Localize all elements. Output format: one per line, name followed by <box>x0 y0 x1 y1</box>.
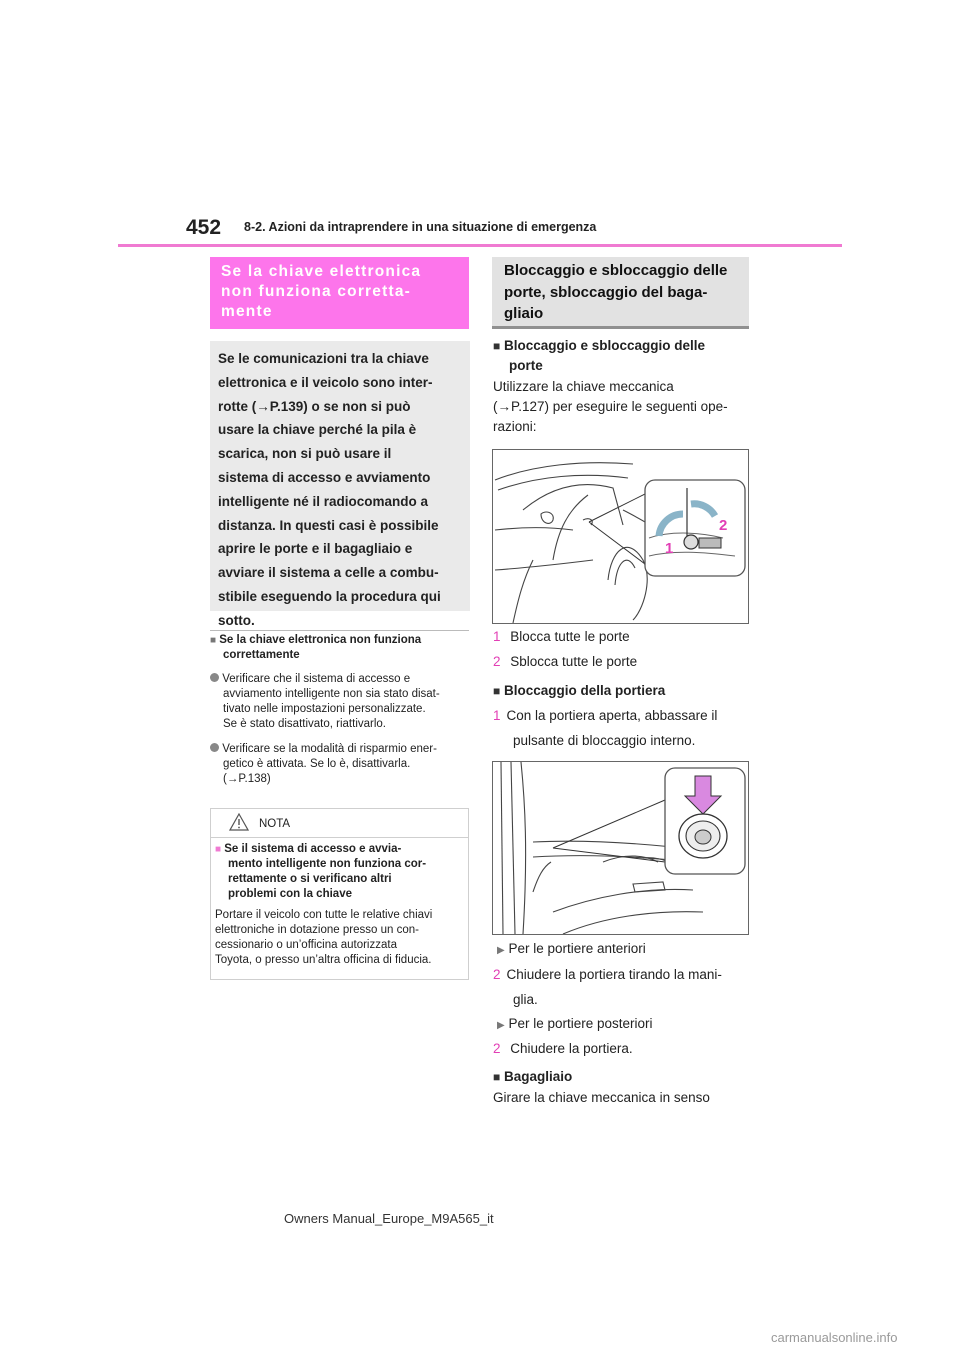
square-bullet-icon: ■ <box>210 635 217 646</box>
nota-body <box>215 908 470 968</box>
nota-header <box>211 809 468 838</box>
paragraph <box>493 377 755 437</box>
gray-title-line: gliaio <box>504 305 544 322</box>
pink-title-line: non funziona corretta- <box>221 283 412 300</box>
gray-title <box>504 260 727 325</box>
intro-line: aprire le porte e il bagagliaio e <box>218 541 413 557</box>
nota-body-line: cessionario o un’officina autorizzata <box>215 939 397 951</box>
note-heading-line: Se la chiave elettronica non funziona <box>219 634 422 646</box>
step-text: Sblocca tutte le porte <box>510 654 638 669</box>
callout-2: 2 <box>719 517 728 534</box>
bullet-item <box>210 742 472 787</box>
header-rule <box>118 244 842 247</box>
nota-heading-line: problemi con la chiave <box>228 888 352 900</box>
step-close-handle <box>493 962 755 1012</box>
step-lock <box>493 627 630 647</box>
bullet-line: Verificare se la modalità di risparmio ener- <box>222 743 437 755</box>
step-number: 2 <box>493 654 501 669</box>
square-bullet-icon: ■ <box>493 1070 501 1084</box>
square-bullet-icon: ■ <box>493 339 501 353</box>
circle-bullet-icon <box>210 673 219 682</box>
step-number: 2 <box>493 1041 501 1056</box>
step-line: glia. <box>513 992 538 1007</box>
step-number: 1 <box>493 708 501 723</box>
nota-heading-line: rettamente o si verificano altri <box>228 873 392 885</box>
front-doors-text: Per le portiere anteriori <box>508 941 646 956</box>
nota-heading-line: mento intelligente non funziona cor- <box>228 858 427 870</box>
intro-box <box>210 341 470 628</box>
step-number: 2 <box>493 967 501 982</box>
gray-title-underline <box>492 326 749 329</box>
bullet-line: tivato nelle impostazioni personalizzate. <box>223 703 426 715</box>
pink-title-line: mente <box>221 303 273 320</box>
paragraph-line: (→P.127) per eseguire le seguenti ope- <box>493 399 728 414</box>
bullet-line: avviamento intelligente non sia stato disat- <box>223 688 440 700</box>
rear-doors-label <box>497 1014 653 1036</box>
pink-title <box>210 262 421 322</box>
intro-line: usare la chiave perché la pila è <box>218 422 417 438</box>
warning-icon <box>229 813 249 831</box>
intro-line: stibile eseguendo la procedura qui <box>218 588 441 604</box>
bullet-item <box>210 672 472 732</box>
nota-box <box>210 808 469 980</box>
triangle-bullet-icon: ▶ <box>497 945 505 956</box>
illustration-door-key <box>492 449 749 624</box>
nota-body-line: Portare il veicolo con tutte le relative chiavi <box>215 909 433 921</box>
lock-button-detail <box>663 766 747 878</box>
nota-heading-line: Se il sistema di accesso e avvia- <box>224 843 402 855</box>
circle-bullet-icon <box>210 743 219 752</box>
trunk-paragraph: Girare la chiave meccanica in senso <box>493 1090 710 1105</box>
divider <box>210 630 469 631</box>
paragraph-line: Utilizzare la chiave meccanica <box>493 379 674 394</box>
paragraph-line: razioni: <box>493 419 537 434</box>
page-number: 452 <box>186 216 222 239</box>
subheading-text: Bagagliaio <box>504 1069 573 1084</box>
square-bullet-icon: ■ <box>493 684 501 698</box>
step-line: Chiudere la portiera tirando la mani- <box>506 967 722 982</box>
step-press-button <box>493 703 755 753</box>
section-title: 8-2. Azioni da intraprendere in una situazione di emergenza <box>244 220 597 234</box>
intro-line: rotte (→P.139) o se non si può <box>218 398 411 414</box>
bullet-line: Se è stato disattivato, riattivarlo. <box>223 718 386 730</box>
subheading-line: Bloccaggio e sbloccaggio delle <box>504 338 706 353</box>
note-heading-line: correttamente <box>223 649 300 661</box>
intro-line: intelligente né il radiocomando a <box>218 493 429 509</box>
subheading-door-lock <box>493 681 665 701</box>
nota-body-line: Toyota, o presso un’altra officina di fiducia. <box>215 954 432 966</box>
front-doors-label <box>497 939 646 961</box>
intro-line: elettronica e il veicolo sono inter- <box>218 374 433 390</box>
intro-line: sotto. <box>218 612 255 628</box>
intro-line: sistema di accesso e avviamento <box>218 469 431 485</box>
bullet-line: getico è attivata. Se lo è, disattivarla. <box>223 758 411 770</box>
step-unlock <box>493 652 637 672</box>
step-line: pulsante di bloccaggio interno. <box>513 733 696 748</box>
pink-title-line: Se la chiave elettronica <box>221 263 422 280</box>
gray-title-box <box>492 257 749 329</box>
gray-title-line: porte, sbloccaggio del baga- <box>504 283 708 301</box>
illustration-lock-button <box>492 761 749 935</box>
triangle-bullet-icon: ▶ <box>497 1020 505 1031</box>
bullet-line: (→P.138) <box>223 773 271 785</box>
callout-1: 1 <box>665 540 674 557</box>
bullet-line: Verificare che il sistema di accesso e <box>222 673 411 685</box>
square-bullet-icon: ■ <box>215 844 222 855</box>
footer-manual-name: Owners Manual_Europe_M9A565_it <box>284 1211 494 1226</box>
watermark: carmanualsonline.info <box>771 1330 898 1345</box>
intro-line: scarica, non si può usare il <box>218 446 392 462</box>
note-heading <box>210 633 470 663</box>
nota-heading <box>215 842 467 902</box>
intro-text <box>218 347 466 633</box>
step-close-door <box>493 1039 633 1059</box>
subheading-text: Bloccaggio della portiera <box>504 683 666 698</box>
rear-doors-text: Per le portiere posteriori <box>508 1016 653 1031</box>
key-cylinder-detail <box>643 478 747 578</box>
intro-line: distanza. In questi casi è possibile <box>218 517 439 533</box>
subheading-locking <box>493 336 705 376</box>
step-text: Chiudere la portiera. <box>510 1041 633 1056</box>
nota-body-line: elettroniche in dotazione presso un con- <box>215 924 419 936</box>
subheading-trunk <box>493 1067 572 1087</box>
intro-line: Se le comunicazioni tra la chiave <box>218 351 429 366</box>
subheading-line: porte <box>509 358 543 373</box>
nota-label: NOTA <box>259 818 291 830</box>
intro-line: avviare il sistema a celle a combu- <box>218 565 439 581</box>
pink-title-box <box>210 257 469 329</box>
step-number: 1 <box>493 629 501 644</box>
step-line: Con la portiera aperta, abbassare il <box>506 708 718 723</box>
step-text: Blocca tutte le porte <box>510 629 630 644</box>
gray-title-line: Bloccaggio e sbloccaggio delle <box>504 262 728 279</box>
